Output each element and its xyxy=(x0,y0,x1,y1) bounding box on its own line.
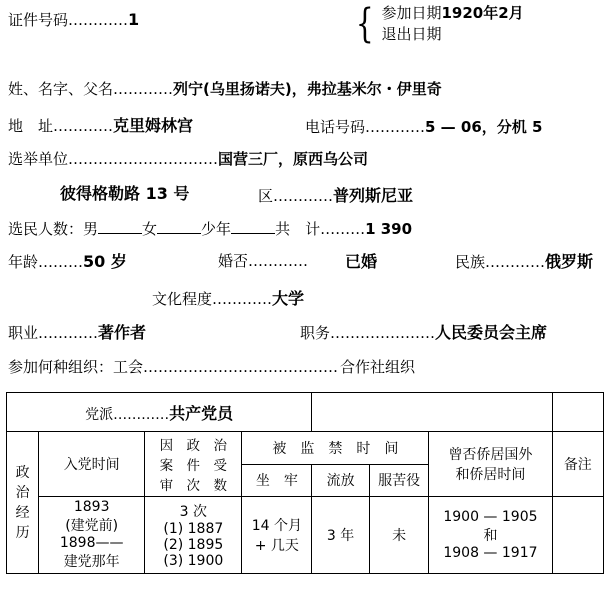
voters-male-blank xyxy=(98,220,142,234)
header-jail: 坐 牢 xyxy=(242,464,312,497)
org-label: 参加何种组织：工会………………………………… xyxy=(8,358,339,376)
name-row xyxy=(8,82,442,97)
jail-line1: 14 个月 xyxy=(251,518,302,534)
elect-unit-value: 国营三厂，原西乌公司 xyxy=(218,150,369,168)
elect-unit-row xyxy=(8,152,368,167)
phone-label: 电话号码………… xyxy=(305,118,426,136)
phone-row xyxy=(305,120,542,135)
post-value: 人民委员会主席 xyxy=(435,323,548,342)
id-label: 证件号码………… xyxy=(8,11,129,29)
party-label: 党派………… xyxy=(85,406,170,423)
address-value: 克里姆林宫 xyxy=(113,116,194,135)
join-time-line4: 建党那年 xyxy=(63,554,120,570)
header-remark: 备注 xyxy=(552,432,603,497)
voters-female-blank xyxy=(157,220,201,234)
history-table xyxy=(6,392,604,574)
address-label: 地 址………… xyxy=(8,117,114,135)
occupation-value: 著作者 xyxy=(98,323,147,342)
age-value: 50 岁 xyxy=(83,252,127,271)
party-blank-2 xyxy=(552,393,603,432)
header-cases-line1: 因 政 治 xyxy=(159,438,228,454)
nation-label: 民族………… xyxy=(455,253,546,271)
join-date-value: 1920年2月 xyxy=(441,4,524,22)
join-time-line1: 1893 xyxy=(73,499,110,515)
voters-row xyxy=(8,220,412,237)
abroad-line2: 和 xyxy=(483,528,498,544)
voters-youth-label: 少年 xyxy=(201,220,232,238)
education-value: 大学 xyxy=(272,289,305,308)
age-row xyxy=(8,254,127,270)
name-value: 列宁(乌里扬诺夫)，弗拉基米尔・伊里奇 xyxy=(173,80,442,98)
join-time-line3: 1898—— xyxy=(59,535,124,551)
cases-line4: (3) 1900 xyxy=(163,553,224,569)
vertical-char-2: 治 xyxy=(15,484,30,501)
name-label: 姓、名字、父名………… xyxy=(8,80,174,98)
table-header-row-1 xyxy=(7,432,604,465)
header-cases-line3: 审 次 数 xyxy=(159,478,228,494)
header-exile: 流放 xyxy=(312,464,370,497)
age-label: 年龄……… xyxy=(8,253,84,271)
header-cases-line2: 案 件 受 xyxy=(159,458,228,474)
phone-value: 5 — 06，分机 5 xyxy=(425,118,543,136)
cell-remark xyxy=(552,497,603,574)
vertical-char-1: 政 xyxy=(15,464,30,481)
party-value: 共产党员 xyxy=(169,403,234,423)
cases-line3: (2) 1895 xyxy=(163,537,224,553)
vertical-char-4: 历 xyxy=(15,524,30,541)
marital-value: 已婚 xyxy=(345,252,378,271)
voters-label: 选民人数： xyxy=(8,220,84,238)
abroad-line1: 1900 — 1905 xyxy=(443,509,538,525)
table-data-row xyxy=(7,497,604,574)
marital-row xyxy=(218,254,308,269)
header-jail-group: 被 监 禁 时 间 xyxy=(242,432,429,465)
nation-value: 俄罗斯 xyxy=(545,252,594,271)
header-cases xyxy=(145,432,242,497)
district-label: 区………… xyxy=(258,187,334,205)
cell-cases xyxy=(145,497,242,574)
cases-line2: (1) 1887 xyxy=(163,521,224,537)
voters-male-label: 男 xyxy=(83,220,99,238)
header-hardlabor: 服苦役 xyxy=(369,464,428,497)
id-value: 1 xyxy=(128,10,140,29)
jail-line2: + 几天 xyxy=(254,538,299,554)
occupation-label: 职业………… xyxy=(8,324,99,342)
org-value: 合作社组织 xyxy=(340,358,416,376)
cell-jail xyxy=(242,497,312,574)
party-row xyxy=(7,393,604,432)
nation-row xyxy=(455,254,593,270)
cases-line1: 3 次 xyxy=(179,504,207,520)
education-row xyxy=(152,291,304,307)
marital-value-row xyxy=(345,254,377,270)
header-join-time: 入党时间 xyxy=(39,432,145,497)
voters-total-label: 共 计……… xyxy=(275,220,366,238)
join-time-line2: (建党前) xyxy=(65,518,119,534)
cell-hardlabor: 未 xyxy=(369,497,428,574)
elect-unit-label: 选举单位………………………… xyxy=(8,150,219,168)
elect-unit-value2: 彼得格勒路 13 号 xyxy=(60,184,190,203)
quit-date-row xyxy=(381,27,523,42)
brace-icon: { xyxy=(355,1,374,47)
voters-female-label: 女 xyxy=(142,220,158,238)
dates-brace-block xyxy=(352,1,524,47)
vertical-char-3: 经 xyxy=(15,504,30,521)
vertical-header-cell xyxy=(7,432,39,574)
header-abroad xyxy=(429,432,552,497)
voters-total-value: 1 390 xyxy=(365,220,413,238)
join-date-label: 参加日期 xyxy=(381,4,442,22)
cell-exile: 3 年 xyxy=(312,497,370,574)
post-row xyxy=(300,325,547,341)
id-row xyxy=(8,12,139,28)
cell-abroad xyxy=(429,497,552,574)
occupation-row xyxy=(8,325,146,341)
org-row xyxy=(8,360,338,375)
org-value-row xyxy=(340,360,415,375)
header-abroad-line1: 曾否侨居国外 xyxy=(448,447,533,463)
quit-date-label: 退出日期 xyxy=(381,25,442,43)
join-date-row xyxy=(381,6,523,21)
abroad-line3: 1908 — 1917 xyxy=(443,545,538,561)
elect-unit-row2 xyxy=(60,186,189,202)
education-label: 文化程度………… xyxy=(152,290,273,308)
district-value: 普列斯尼亚 xyxy=(333,186,414,205)
marital-label: 婚否………… xyxy=(218,252,309,270)
cell-join-time xyxy=(39,497,145,574)
party-blank-1 xyxy=(312,393,552,432)
voters-youth-blank xyxy=(231,220,275,234)
party-cell xyxy=(7,393,312,432)
address-row xyxy=(8,118,193,134)
header-abroad-line2: 和侨居时间 xyxy=(455,467,526,483)
post-label: 职务………………… xyxy=(300,324,436,342)
district-row xyxy=(258,188,413,204)
